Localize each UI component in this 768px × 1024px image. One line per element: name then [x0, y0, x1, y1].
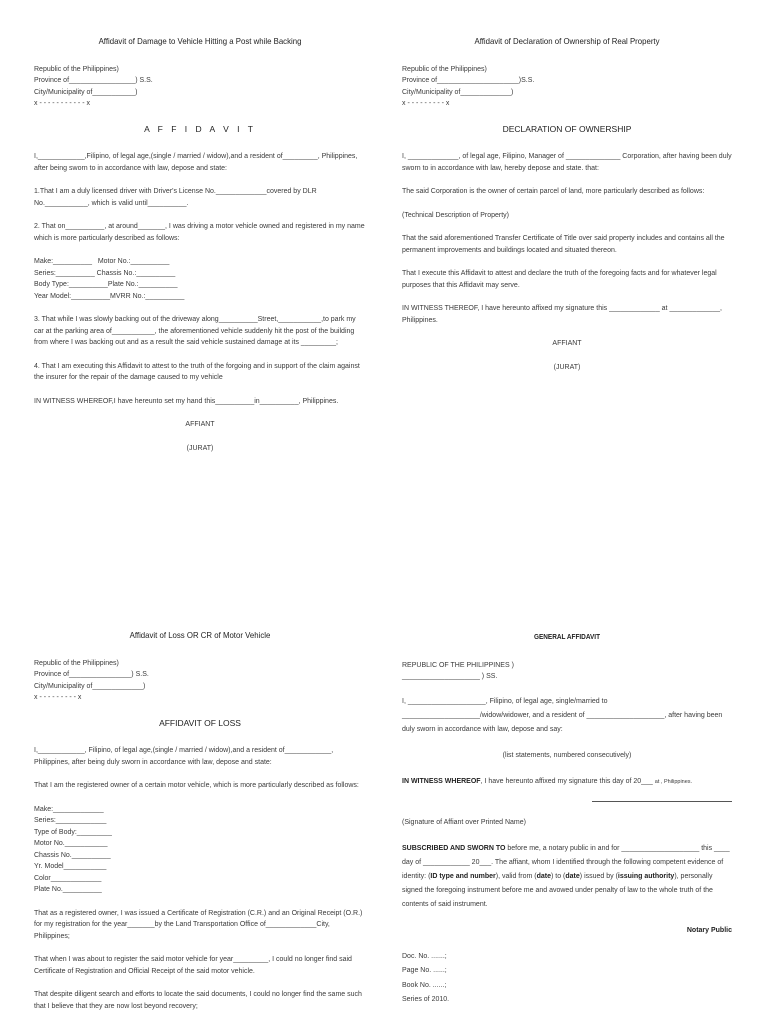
venue-line: City/Municipality of_____________) [402, 88, 514, 96]
vehicle-line: Series:__________ Chassis No.:__________ [34, 269, 176, 277]
sworn-text: ) issued by ( [579, 872, 618, 880]
paragraph: 3. That while I was slowly backing out of the driveway along__________Street,___________,to park my car at the parking area of___________, the aforementioned vehicle suddenly hit the post of the building from where I was backing out and as a result the said vehicle sustained damage at its _________; [34, 316, 356, 346]
vehicle-details [34, 256, 366, 302]
document-heading: AFFIDAVIT OF LOSS [159, 717, 241, 728]
paragraph: The said Corporation is the owner of certain parcel of land, more particularly described as follows: [402, 188, 705, 195]
paragraph: I, _____________, of legal age, Filipino, Manager of ______________ Corporation, after having been duly sworn to in accordance with law, hereby depose and state. that: [402, 153, 732, 172]
general-affidavit [402, 632, 732, 1008]
affidavit-damage-vehicle [34, 36, 366, 466]
witness-bold: IN WITNESS WHEREOF [402, 777, 481, 785]
document-title: Affidavit of Declaration of Ownership of Real Property [474, 36, 660, 46]
vehicle-details [34, 804, 366, 896]
signature-line [592, 791, 732, 802]
date-bold: date [565, 872, 580, 880]
document-title: Affidavit of Loss OR CR of Motor Vehicle [129, 630, 271, 640]
vehicle-line: Body Type:__________Plate No.:__________ [34, 281, 178, 288]
register-line: Doc. No. .......; [402, 952, 447, 960]
venue-line: ____________________ ) SS. [402, 673, 498, 680]
affidavit-loss-cr [34, 630, 366, 1024]
paragraph: That when I was about to register the said motor vehicle for year_________, I could no longer find said Certificate of Registration and Official Receipt of the said motor vehicle. [34, 956, 352, 975]
paragraph: IN WITNESS THEREOF, I have hereunto affixed my signature this _____________ at _____________, Philippines. [402, 305, 722, 324]
venue-line: Province of________________) S.S. [34, 671, 149, 678]
witness-text: , I have hereunto affixed my signature this day of 20___ [480, 777, 655, 785]
paragraph: (list statements, numbered consecutively) [502, 751, 632, 759]
paragraph: I,____________, Filipino, of legal age,(single / married / widow),and a resident of____________, Philippines, after being duly sworn in accordance with law, depose and state: [34, 747, 334, 766]
document-heading: A F F I D A V I T [144, 123, 256, 134]
jurat-label: (JURAT) [553, 363, 581, 371]
document-heading: DECLARATION OF OWNERSHIP [502, 123, 632, 134]
venue-line: REPUBLIC OF THE PHILIPPINES ) [402, 661, 514, 669]
paragraph: IN WITNESS WHEREOF,I have hereunto set my hand this__________in__________, Philippines. [34, 397, 339, 405]
sworn-text: ), valid from ( [495, 872, 537, 880]
sworn-paragraph [402, 842, 732, 912]
venue-line: Province of_____________________)S.S. [402, 77, 535, 84]
affiant-label: AFFIANT [185, 421, 215, 428]
vehicle-line: Chassis No.__________ [34, 851, 111, 859]
notary-label: Notary Public [686, 926, 732, 934]
vehicle-line: Type of Body:_________ [34, 828, 112, 836]
vehicle-line: Color_____________ [34, 874, 102, 882]
sworn-text: before me, a notary public in and for ____________________ this ____ day of ____________ 20___. The affiant, whom I identified through the following competent evidence of identity: ( [402, 844, 730, 880]
paragraph: (Technical Description of Property) [402, 211, 509, 219]
id-bold: ID type and number [430, 872, 496, 880]
affiant-label: AFFIANT [552, 340, 582, 347]
vehicle-line: Year Model:__________MVRR No.:__________ [34, 292, 185, 300]
venue-line: x - - - - - - - - - x [34, 694, 82, 701]
affidavit-ownership-property [402, 36, 732, 385]
notarial-register [402, 950, 732, 1008]
venue-header [34, 658, 366, 704]
register-line: Page No. ......; [402, 967, 447, 974]
venue-line: City/Municipality of___________) [34, 88, 138, 96]
vehicle-line: Plate No.__________ [34, 886, 102, 893]
venue-header [402, 64, 732, 110]
paragraph: 1.That I am a duly licensed driver with Driver's License No._____________covered by DLR No.___________, which is valid until__________. [34, 188, 317, 207]
vehicle-line: Make:_____________ [34, 805, 104, 813]
venue-line: x - - - - - - - - - x [402, 100, 450, 107]
sworn-text: ), personally signed the foregoing instrument before me and avowed under penalty of law to the whole truth of the contents of said instrument. [402, 872, 713, 908]
vehicle-line: Series:_____________ [34, 817, 107, 824]
venue-line: Republic of the Philippines) [402, 65, 487, 73]
paragraph: 4. That I am executing this Affidavit to attest to the truth of the forgoing and in support of the claim against the insurer for the repair of the damage caused to my vehicle [34, 362, 360, 381]
venue-line: Province of_________________) S.S. [34, 77, 153, 84]
venue-line: Republic of the Philippines) [34, 65, 119, 73]
sworn-bold: SUBSCRIBED AND SWORN TO [402, 844, 506, 852]
paragraph: That despite diligent search and efforts to locate the said documents, I could no longer find the same such that I believe that they are now lost beyond recovery; [34, 991, 362, 1010]
register-line: Series of 2010. [402, 996, 450, 1003]
vehicle-line: Motor No.___________ [34, 840, 108, 847]
paragraph: 2. That on__________, at around_______, I was driving a motor vehicle owned and registered in my name which is more particularly described as follows: [34, 223, 365, 242]
paragraph: That I am the registered owner of a certain motor vehicle, which is more particularly described as follows: [34, 782, 359, 789]
vehicle-line: Make:__________ Motor No.:__________ [34, 258, 170, 265]
paragraph: That I execute this Affidavit to attest and declare the truth of the foregoing facts and for whatever legal purposes that this Affidavit may serve. [402, 270, 717, 289]
paragraph: I, ____________________, Filipino, of legal age, single/married to ____________________/widow/widower, and a resident of ____________________, after having been duly sworn in accordance with law, depose and say: [402, 697, 723, 733]
authority-bold: issuing authority [617, 872, 675, 880]
document-title: Affidavit of Damage to Vehicle Hitting a Post while Backing [98, 36, 302, 46]
paragraph: I,____________,Filipino, of legal age,(single / married / widow),and a resident of_________, Philippines, after being sworn to in accordance with law, depose and state: [34, 153, 358, 172]
paragraph: That as a registered owner, I was issued a Certificate of Registration (C.R.) and an Original Receipt (O.R.) for my registration for the year_______by the Land Transportation Office of_____________City, Philippines; [34, 909, 363, 940]
witness-tail: at , Philippines. [654, 778, 693, 785]
venue-line: x - - - - - - - - - - - x [34, 100, 90, 107]
witness-paragraph [402, 775, 732, 789]
jurat-label: (JURAT) [186, 444, 214, 452]
paragraph: (Signature of Affiant over Printed Name) [402, 818, 526, 826]
date-bold: date [536, 872, 551, 880]
venue-line: City/Municipality of_____________) [34, 682, 146, 690]
document-title: GENERAL AFFIDAVIT [533, 634, 601, 641]
register-line: Book No. ......; [402, 981, 447, 989]
paragraph: That the said aforementioned Transfer Certificate of Title over said property includes and contains all the permanent improvements and buildings located and situated thereon. [402, 235, 725, 254]
venue-line: Republic of the Philippines) [34, 659, 119, 667]
vehicle-line: Yr. Model___________ [34, 863, 107, 870]
venue-header [34, 64, 366, 110]
sworn-text: ) to ( [551, 872, 566, 880]
